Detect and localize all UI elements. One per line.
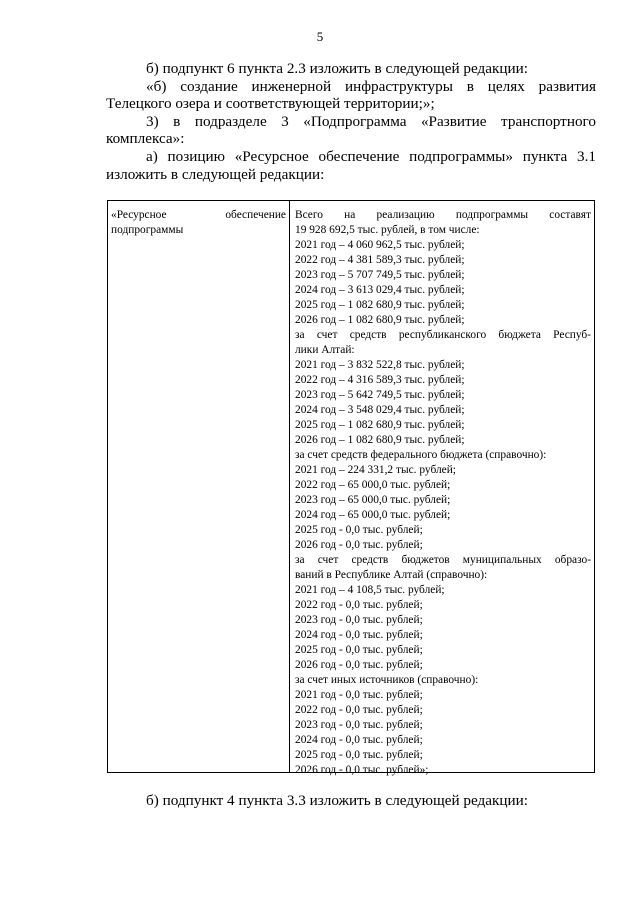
resource-table: [107, 200, 595, 776]
total-year-line: 2024 год – 3 613 029,4 тыс. рублей;: [295, 284, 465, 296]
paragraph-engineering-infrastructure: «б) создание инженерной инфраструктуры в целях развития Телецкого озера и соответствующей территории;»;: [106, 77, 596, 113]
other-heading: за счет иных источников (справочно):: [295, 674, 479, 686]
federal-year-line: 2021 год – 224 331,2 тыс. рублей;: [295, 464, 456, 476]
total-year-line: 2021 год – 4 060 962,5 тыс. рублей;: [295, 239, 465, 251]
federal-year-line: 2023 год – 65 000,0 тыс. рублей;: [295, 494, 451, 506]
paragraph-resource-position: а) позицию «Ресурсное обеспечение подпрограммы» пункта 3.1 изложить в следующей редакции:: [106, 147, 596, 183]
municipal-heading-cont: ваний в Республике Алтай (справочно):: [295, 569, 488, 581]
other-year-line: 2023 год - 0,0 тыс. рублей;: [295, 719, 423, 731]
municipal-year-line: 2025 год - 0,0 тыс. рублей;: [295, 644, 423, 656]
total-year-line: 2022 год – 4 381 589,3 тыс. рублей;: [295, 254, 465, 266]
republic-year-line: 2026 год – 1 082 680,9 тыс. рублей;: [295, 434, 465, 446]
federal-year-line: 2025 год - 0,0 тыс. рублей;: [295, 524, 423, 536]
federal-heading: за счет средств федерального бюджета (справочно):: [295, 449, 547, 461]
page-number: 5: [316, 29, 324, 44]
municipal-year-line: 2026 год - 0,0 тыс. рублей;: [295, 659, 423, 671]
republic-heading: за счет средств республиканского бюджета Респуб-: [295, 329, 591, 341]
total-heading: Всего на реализацию подпрограммы составят: [295, 209, 591, 221]
paragraph-subpoint-4: б) подпункт 4 пункта 3.3 изложить в следующей редакции:: [146, 792, 528, 809]
republic-year-line: 2024 год – 3 548 029,4 тыс. рублей;: [295, 404, 465, 416]
municipal-year-line: 2021 год – 4 108,5 тыс. рублей;: [295, 584, 445, 596]
federal-year-line: 2024 год – 65 000,0 тыс. рублей;: [295, 509, 451, 521]
republic-heading-cont: лики Алтай:: [295, 344, 355, 356]
other-year-line: 2026 год - 0,0 тыс. рублей»;: [295, 764, 429, 776]
other-year-line: 2021 год - 0,0 тыс. рублей;: [295, 689, 423, 701]
republic-year-line: 2021 год – 3 832 522,8 тыс. рублей;: [295, 359, 465, 371]
total-year-line: 2023 год – 5 707 749,5 тыс. рублей;: [295, 269, 465, 281]
republic-year-line: 2025 год – 1 082 680,9 тыс. рублей;: [295, 419, 465, 431]
municipal-year-line: 2024 год - 0,0 тыс. рублей;: [295, 629, 423, 641]
table-label-cell: «Ресурсное обеспечение подпрограммы: [108, 201, 290, 772]
municipal-year-line: 2023 год - 0,0 тыс. рублей;: [295, 614, 423, 626]
table-value-cell: [290, 201, 594, 776]
total-amount: 19 928 692,5 тыс. рублей, в том числе:: [295, 224, 480, 236]
republic-year-line: 2022 год – 4 316 589,3 тыс. рублей;: [295, 374, 465, 386]
document-body: [106, 60, 596, 183]
other-year-line: 2025 год - 0,0 тыс. рублей;: [295, 749, 423, 761]
federal-year-line: 2022 год – 65 000,0 тыс. рублей;: [295, 479, 451, 491]
total-year-line: 2026 год – 1 082 680,9 тыс. рублей;: [295, 314, 465, 326]
federal-year-line: 2026 год - 0,0 тыс. рублей;: [295, 539, 423, 551]
republic-year-line: 2023 год – 5 642 749,5 тыс. рублей;: [295, 389, 465, 401]
other-year-line: 2022 год - 0,0 тыс. рублей;: [295, 704, 423, 716]
other-year-line: 2024 год - 0,0 тыс. рублей;: [295, 734, 423, 746]
paragraph-subpoint-6: б) подпункт 6 пункта 2.3 изложить в следующей редакции:: [146, 60, 528, 77]
total-year-line: 2025 год – 1 082 680,9 тыс. рублей;: [295, 299, 465, 311]
paragraph-subsection-3: 3) в подразделе 3 «Подпрограмма «Развитие транспортного комплекса»:: [106, 112, 596, 148]
municipal-year-line: 2022 год - 0,0 тыс. рублей;: [295, 599, 423, 611]
municipal-heading: за счет средств бюджетов муниципальных образо-: [295, 554, 591, 566]
document-footer: [106, 792, 596, 810]
